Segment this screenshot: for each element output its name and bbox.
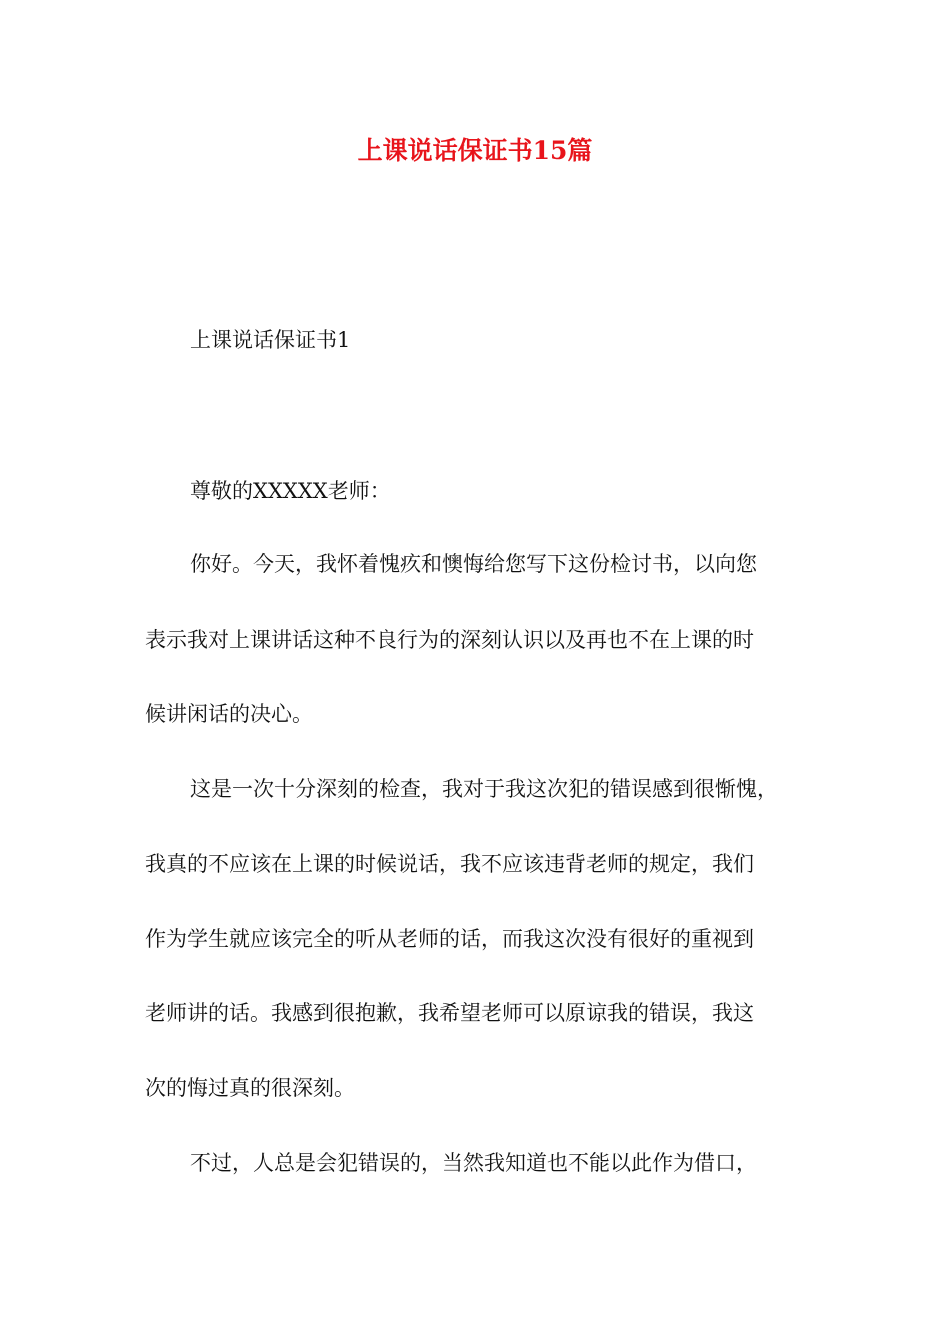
paragraph-line: 表示我对上课讲话这种不良行为的深刻认识以及再也不在上课的时 bbox=[145, 628, 754, 652]
paragraph-line: 你好。今天，我怀着愧疚和懊悔给您写下这份检讨书，以向您 bbox=[190, 552, 757, 576]
paragraph-line: 老师讲的话。我感到很抱歉，我希望老师可以原谅我的错误，我这 bbox=[145, 1001, 754, 1025]
paragraph-line: 作为学生就应该完全的听从老师的话，而我这次没有很好的重视到 bbox=[145, 927, 754, 951]
document-title: 上课说话保证书15篇 bbox=[357, 136, 593, 165]
paragraph-line: 候讲闲话的决心。 bbox=[145, 702, 313, 726]
paragraph-line: 我真的不应该在上课的时候说话，我不应该违背老师的规定，我们 bbox=[145, 852, 754, 876]
paragraph-line: 不过，人总是会犯错误的，当然我知道也不能以此作为借口， bbox=[190, 1151, 757, 1175]
salutation: 尊敬的XXXXX老师： bbox=[190, 479, 391, 503]
paragraph-line: 次的悔过真的很深刻。 bbox=[145, 1076, 355, 1100]
paragraph-line: 这是一次十分深刻的检查，我对于我这次犯的错误感到很惭愧， bbox=[190, 777, 778, 801]
section-heading: 上课说话保证书1 bbox=[190, 328, 351, 352]
